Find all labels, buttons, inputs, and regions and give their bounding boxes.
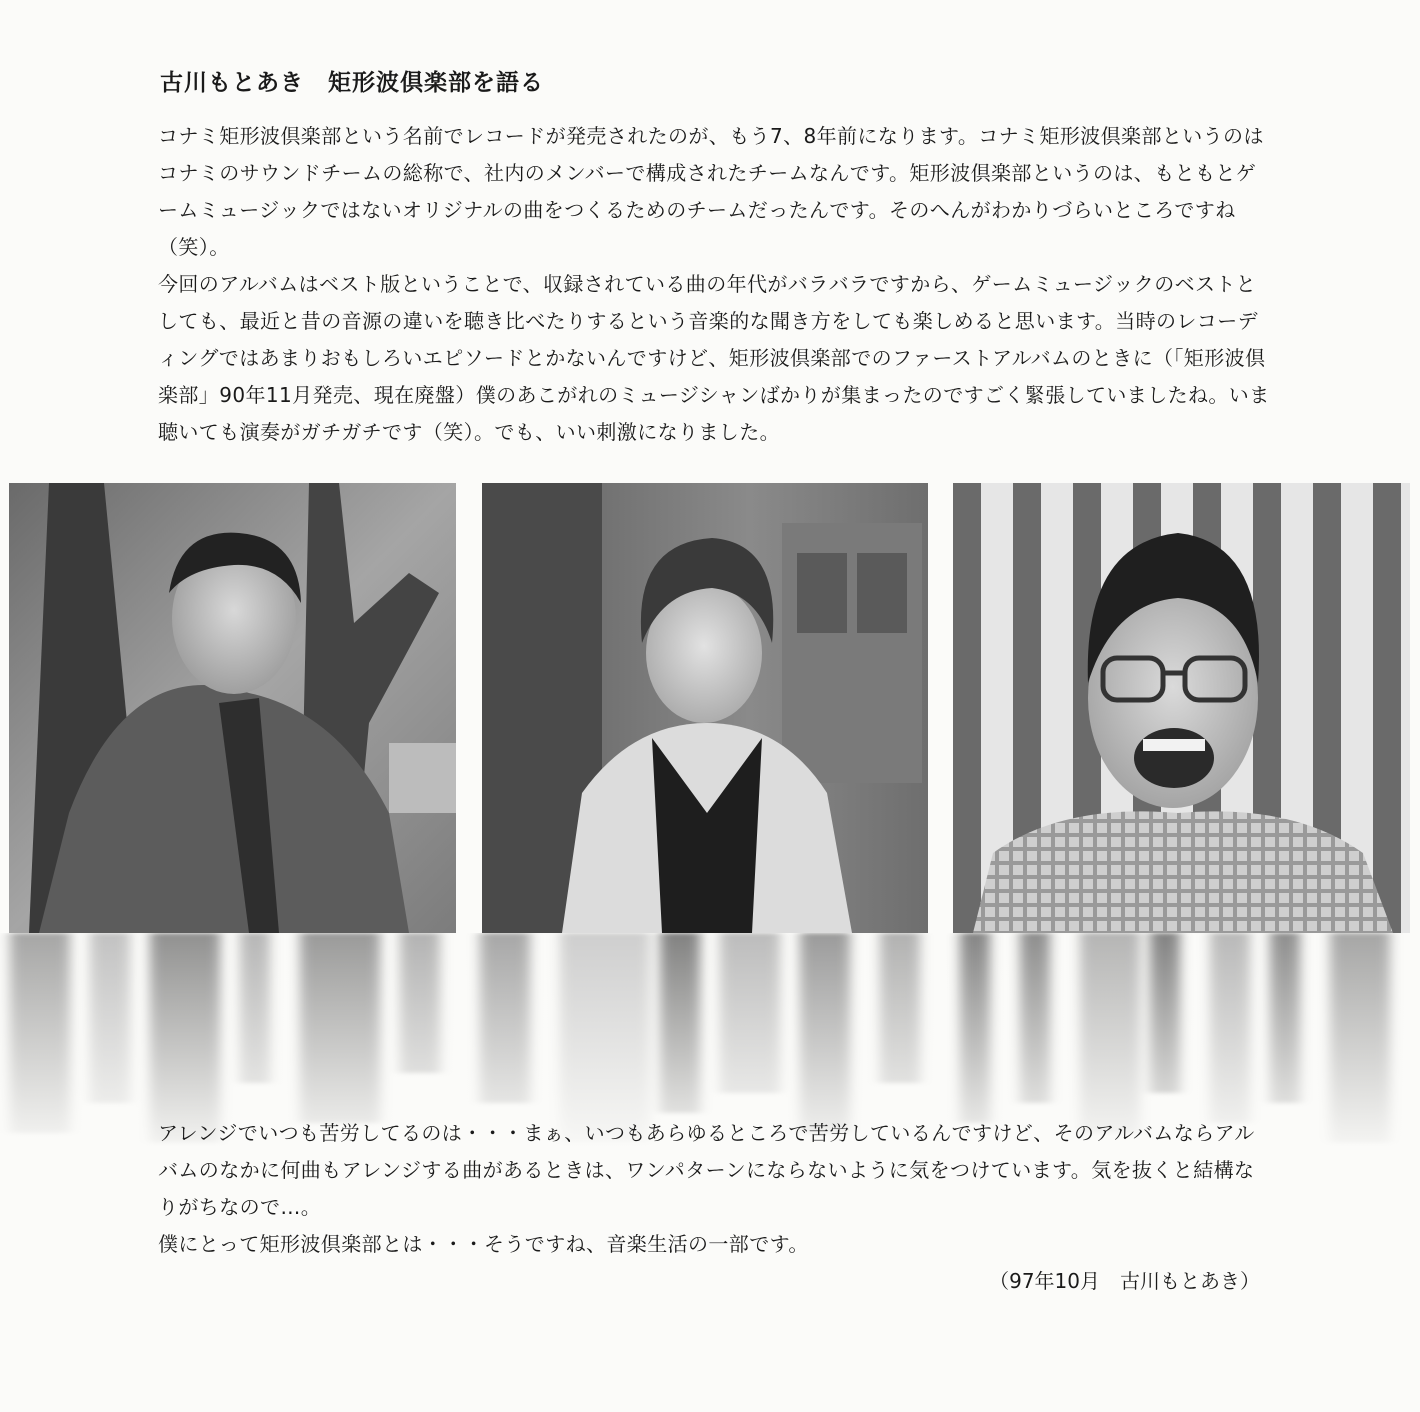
page-title: 古川もとあき 矩形波倶楽部を語る bbox=[160, 70, 544, 96]
outro-paragraph: 僕にとって矩形波倶楽部とは・・・そうですね、音楽生活の一部です。 bbox=[158, 1232, 809, 1256]
portrait-photo-man-jacket bbox=[9, 483, 456, 933]
outro-text bbox=[158, 1115, 1273, 1263]
portrait-photo-woman-cardigan bbox=[482, 483, 928, 933]
outro-paragraph: アレンジでいつも苦労してるのは・・・まぁ、いつもあらゆるところで苦労しているんですけど、そのアルバムならアルバムのなかに何曲もアレンジする曲があるときは、ワンパターンにならないように気をつけています。気を抜くと結構なりがちなので…。 bbox=[158, 1121, 1255, 1219]
portrait-photo-man-glasses bbox=[953, 483, 1410, 933]
signature-date: （97年10月 古川もとあき） bbox=[989, 1269, 1260, 1293]
intro-text bbox=[158, 118, 1273, 451]
intro-paragraph: 今回のアルバムはベスト版ということで、収録されている曲の年代がバラバラですから、ゲームミュージックのベストとしても、最近と昔の音源の違いを聴き比べたりするという音楽的な聞き方をしても楽しめると思います。当時のレコーディングではあまりおもしろいエピソードとかないんですけど、矩形波倶楽部でのファーストアルバムのときに（「矩形波倶楽部」90年11月発売、現在廃盤）僕のあこがれのミュージシャンばかりが集まったのですごく緊張していましたね。いま聴いても演奏がガチガチです（笑）。でも、いい刺激になりました。 bbox=[158, 272, 1270, 444]
intro-paragraph: コナミ矩形波倶楽部という名前でレコードが発売されたのが、もう7、8年前になります。コナミ矩形波倶楽部というのはコナミのサウンドチームの総称で、社内のメンバーで構成されたチームなんです。矩形波倶楽部というのは、もともとゲームミュージックではないオリジナルの曲をつくるためのチームだったんです。そのへんがわかりづらいところですね（笑）。 bbox=[158, 124, 1264, 259]
